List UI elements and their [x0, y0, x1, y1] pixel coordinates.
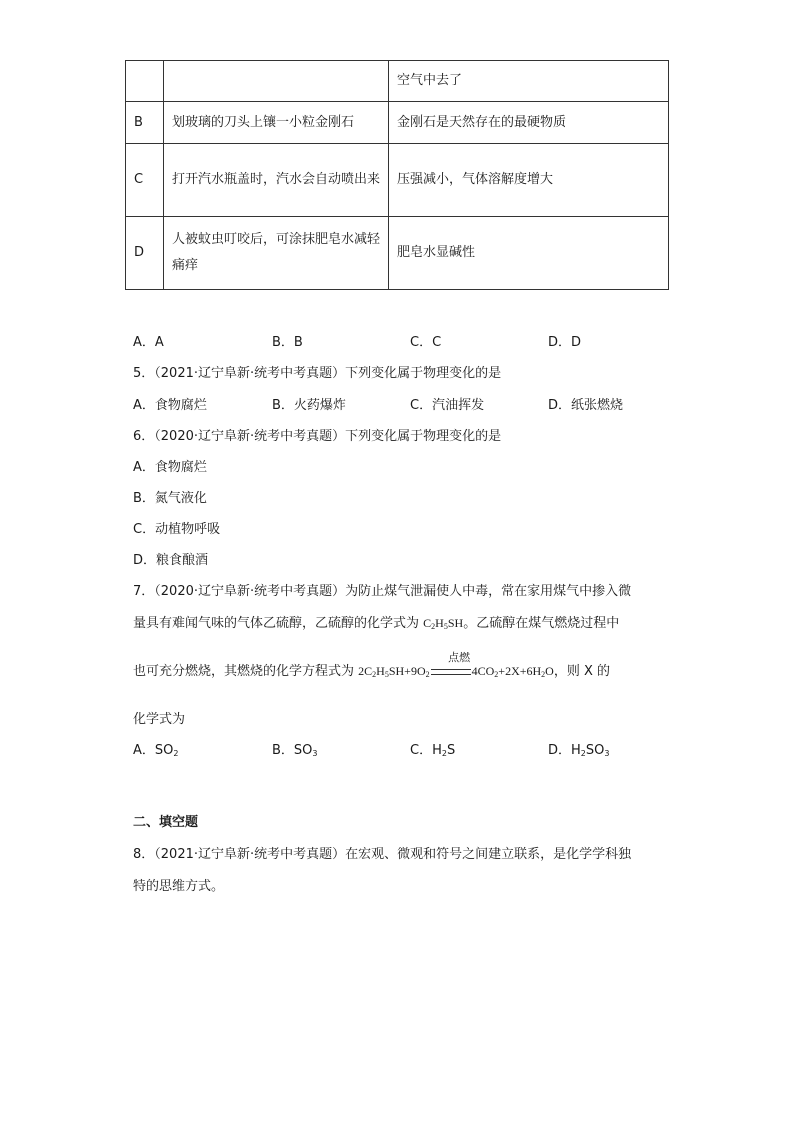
q5-option-d: D．纸张燃烧 — [548, 398, 624, 413]
explanation-cell: 肥皂水显碱性 — [389, 217, 669, 290]
q4-option-c: C．C — [410, 335, 442, 350]
q6-option-c: C．动植物呼吸 — [133, 522, 221, 537]
q5-option-a: A．食物腐烂 — [133, 398, 207, 413]
row-label: D — [126, 217, 164, 290]
explanation-cell: 空气中去了 — [389, 61, 669, 102]
q6-stem: 6．（2020·辽宁阜新·统考中考真题）下列变化属于物理变化的是 — [133, 429, 502, 444]
q7-line-3-text-end: ，则 X 的 — [553, 664, 611, 679]
row-label: B — [126, 102, 164, 144]
q7-line-3 — [133, 651, 611, 679]
ethanethiol-formula: $C_2H_5SH$ — [423, 616, 464, 631]
q7-line-2-text: 量具有难闻气味的气体乙硫醇，乙硫醇的化学式为 — [133, 616, 420, 631]
q6-option-d: D．粮食酿酒 — [133, 553, 209, 568]
q7-line-1: 7．（2020·辽宁阜新·统考中考真题）为防止煤气泄漏使人中毒，常在家用煤气中掺入微 — [133, 584, 632, 599]
reaction-condition: 点燃 — [448, 651, 471, 664]
reaction-equals-sign — [431, 669, 471, 675]
q4-option-d: D．D — [548, 335, 582, 350]
q7-line-3-text: 也可充分燃烧，其燃烧的化学方程式为 — [133, 664, 355, 679]
phenomenon-cell — [164, 61, 389, 102]
q4-option-b: B．B — [272, 335, 303, 350]
phenomenon-cell: 打开汽水瓶盖时，汽水会自动喷出来 — [164, 144, 389, 217]
q7-line-2 — [133, 612, 619, 631]
q7-option-b: B．$SO_3$ — [272, 743, 318, 758]
combustion-equation: $2C_2H_5SH+9O_2$ 点燃 $4CO_2+2X+6H_2O$ — [358, 651, 554, 679]
q7-line-4: 化学式为 — [133, 712, 186, 727]
q6-option-a: A．食物腐烂 — [133, 460, 207, 475]
q5-option-b: B．火药爆炸 — [272, 398, 346, 413]
q7-option-c: C．$H_2S$ — [410, 743, 456, 758]
row-label — [126, 61, 164, 102]
q8-line-2: 特的思维方式。 — [133, 879, 225, 894]
q4-option-a: A．A — [133, 335, 164, 350]
explanation-cell: 金刚石是天然存在的最硬物质 — [389, 102, 669, 144]
table-row — [126, 102, 669, 144]
row-label: C — [126, 144, 164, 217]
phenomenon-cell: 划玻璃的刀头上镶一小粒金刚石 — [164, 102, 389, 144]
q5-stem: 5．（2021·辽宁阜新·统考中考真题）下列变化属于物理变化的是 — [133, 366, 502, 381]
answer-table — [125, 60, 669, 290]
q6-option-b: B．氮气液化 — [133, 491, 207, 506]
q5-option-c: C．汽油挥发 — [410, 398, 485, 413]
q8-line-1: 8．（2021·辽宁阜新·统考中考真题）在宏观、微观和符号之间建立联系，是化学学科独 — [133, 847, 632, 862]
section-title: 二、填空题 — [133, 815, 199, 830]
phenomenon-cell: 人被蚊虫叮咬后，可涂抹肥皂水减轻痛痒 — [164, 217, 389, 290]
table-row — [126, 144, 669, 217]
table-row — [126, 61, 669, 102]
explanation-cell: 压强减小，气体溶解度增大 — [389, 144, 669, 217]
table-row — [126, 217, 669, 290]
q7-line-2-text-end: 。乙硫醇在煤气燃烧过程中 — [463, 616, 620, 631]
q7-option-d: D．$H_2SO_3$ — [548, 743, 610, 758]
q7-option-a: A．$SO_2$ — [133, 743, 179, 758]
